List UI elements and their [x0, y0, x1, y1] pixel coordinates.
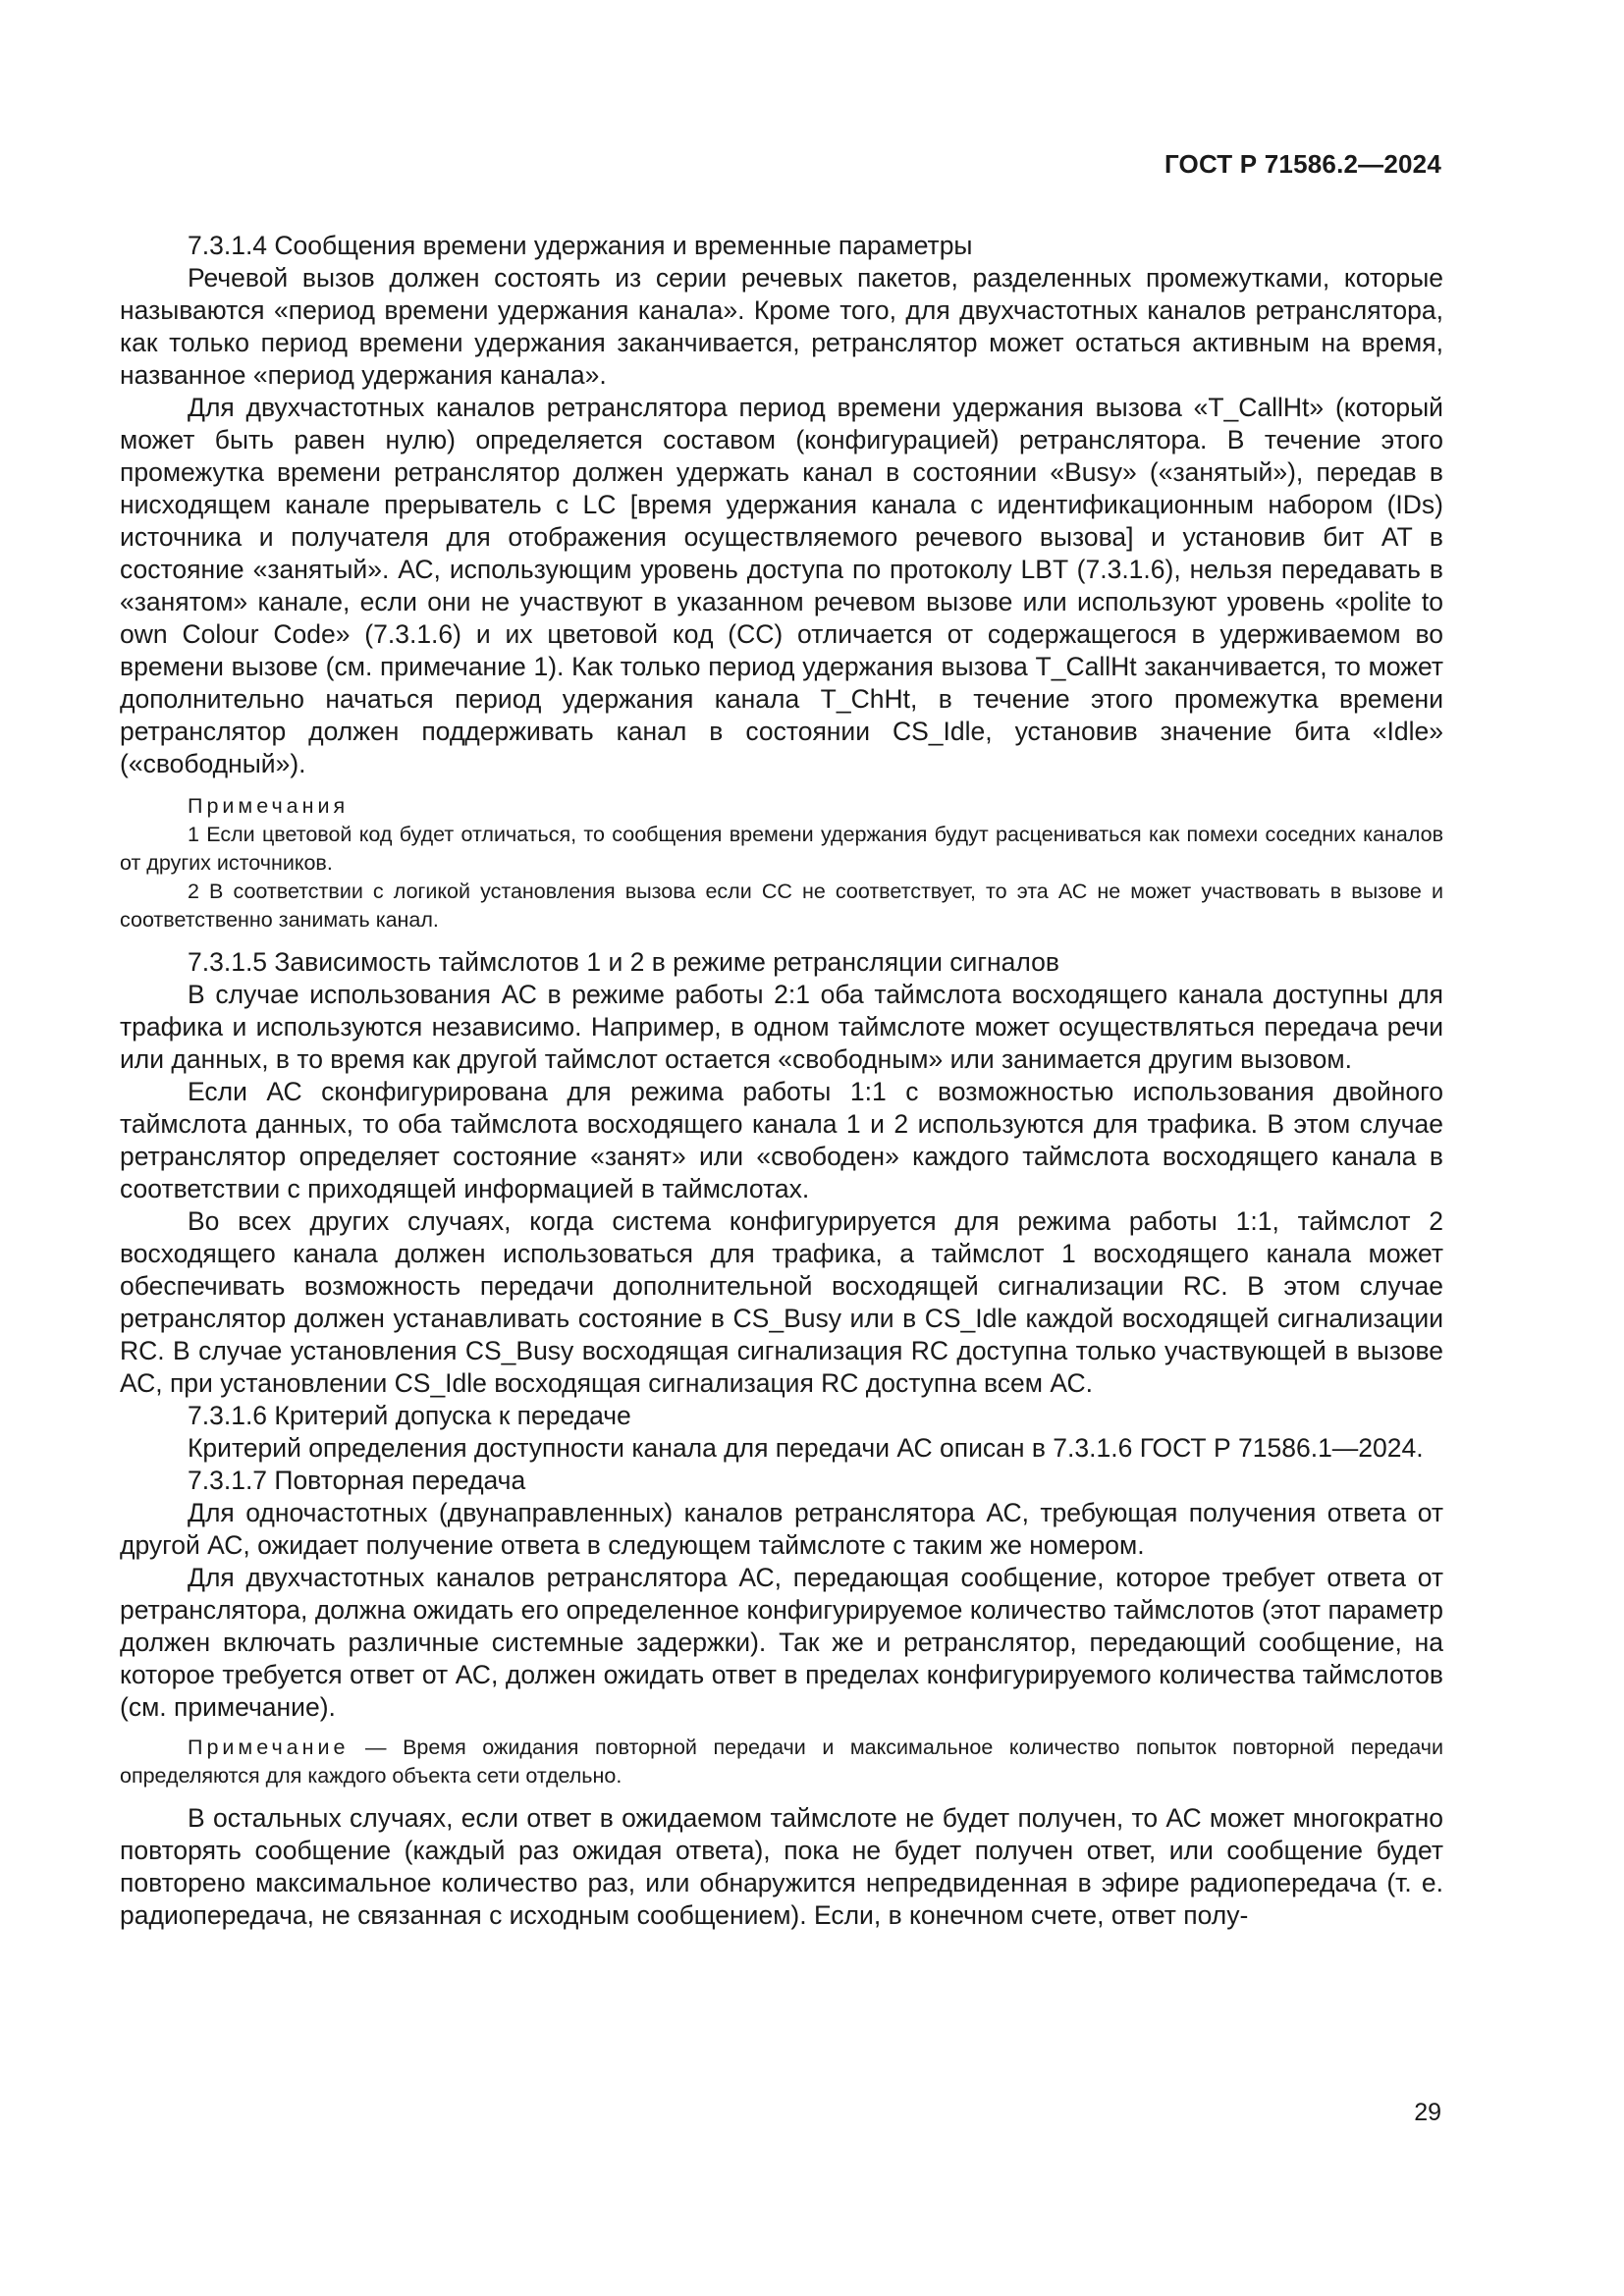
- note-item: 1 Если цветовой код будет отличаться, то сообщения времени удержания будут расцениваться как помехи соседних каналов от других источников.: [120, 823, 1443, 875]
- notes-heading: Примечания: [188, 794, 350, 818]
- section-heading: 7.3.1.5 Зависимость таймслотов 1 и 2 в режиме ретрансляции сигналов: [188, 947, 1059, 977]
- document-body: [120, 230, 1443, 1932]
- section-heading: 7.3.1.6 Критерий допуска к передаче: [188, 1401, 631, 1430]
- body-paragraph: Во всех других случаях, когда система конфигурируется для режима работы 1:1, таймслот 2 восходящего канала должен использоваться для трафика, а таймслот 1 восходящего канала может обеспечивать возможность передачи дополнительной восходящей сигнализации RC. В этом случае ретранслятор должен устанавливать состояние в CS_Busy или в CS_Idle каждой восходящей сигнализации RC. В случае установления CS_Busy восходящая сигнализация RC доступна только участвующей в вызове АС, при установлении CS_Idle восходящая сигнализация RC доступна всем АС.: [120, 1206, 1443, 1398]
- page-number: 29: [1414, 2099, 1441, 2126]
- body-paragraph: Речевой вызов должен состоять из серии речевых пакетов, разделенных промежутками, которые называются «период времени удержания канала». Кроме того, для двухчастотных каналов ретранслятора, как только период времени удержания заканчивается, ретранслятор может остаться активным на время, названное «период удержания канала».: [120, 263, 1443, 390]
- section-heading: 7.3.1.7 Повторная передача: [188, 1466, 526, 1495]
- note-item: 2 В соответствии с логикой установления вызова если СС не соответствует, то эта АС не может участвовать в вызове и соответственно занимать канал.: [120, 880, 1443, 932]
- body-paragraph: Для одночастотных (двунаправленных) каналов ретранслятора АС, требующая получения ответа от другой АС, ожидает получение ответа в следующем таймслоте с таким же номером.: [120, 1498, 1443, 1560]
- body-paragraph: Для двухчастотных каналов ретранслятора период времени удержания вызова «T_CallHt» (который может быть равен нулю) определяется составом (конфигурацией) ретранслятора. В течение этого промежутка времени ретранслятор должен удержать канал в состоянии «Busy» («занятый»), передав в нисходящем канале прерыватель с LC [время удержания канала с идентификационным набором (IDs) источника и получателя для отображения осуществляемого речевого вызова] и установив бит AT в состояние «занятый». АС, использующим уровень доступа по протоколу LBT (7.3.1.6), нельзя передавать в «занятом» канале, если они не участвуют в указанном речевом вызове или используют уровень «polite to own Colour Code» (7.3.1.6) и их цветовой код (СС) отличается от содержащегося в удерживаемом во времени вызове (см. примечание 1). Как только период удержания вызова T_CallHt заканчивается, то может дополнительно начаться период удержания канала T_ChHt, в течение этого промежутка времени ретранслятор должен поддерживать канал в состоянии CS_Idle, установив значение бита «Idle» («свободный»).: [120, 393, 1443, 778]
- body-paragraph: В остальных случаях, если ответ в ожидаемом таймслоте не будет получен, то АС может многократно повторять сообщение (каждый раз ожидая ответа), пока не будет получен ответ, или сообщение будет повторено максимальное количество раз, или обнаружится непредвиденная в эфире радиопередача (т. е. радиопередача, не связанная с исходным сообщением). Если, в конечном счете, ответ полу-: [120, 1803, 1443, 1930]
- body-paragraph: Критерий определения доступности канала для передачи АС описан в 7.3.1.6 ГОСТ Р 71586.1—2024.: [188, 1433, 1424, 1463]
- body-paragraph: Для двухчастотных каналов ретранслятора АС, передающая сообщение, которое требует ответа от ретранслятора, должна ожидать его определенное конфигурируемое количество таймслотов (этот параметр должен включать различные системные задержки). Так же и ретранслятор, передающий сообщение, на которое требуется ответ от АС, должен ожидать ответ в пределах конфигурируемого количества таймслотов (см. примечание).: [120, 1563, 1443, 1722]
- note-paragraph: [120, 1734, 1443, 1790]
- note-label: Примечание: [188, 1735, 350, 1759]
- document-header: ГОСТ Р 71586.2—2024: [1164, 149, 1441, 179]
- body-paragraph: В случае использования АС в режиме работы 2:1 оба таймслота восходящего канала доступны для трафика и используются независимо. Например, в одном таймслоте может осуществляться передача речи или данных, в то время как другой таймслот остается «свободным» или занимается другим вызовом.: [120, 980, 1443, 1074]
- spacer: [120, 1724, 1443, 1734]
- spacer: [120, 934, 1443, 946]
- section-heading: 7.3.1.4 Сообщения времени удержания и временные параметры: [188, 231, 973, 260]
- spacer: [120, 1790, 1443, 1802]
- note-text: — Время ожидания повторной передачи и максимальное количество попыток повторной передачи определяются для каждого объекта сети отдельно.: [120, 1735, 1443, 1788]
- body-paragraph: Если АС сконфигурирована для режима работы 1:1 с возможностью использования двойного таймслота данных, то оба таймслота восходящего канала 1 и 2 используются для трафика. В этом случае ретранслятор определяет состояние «занят» или «свободен» каждого таймслота восходящего канала в соответствии с приходящей информацией в таймслотах.: [120, 1077, 1443, 1203]
